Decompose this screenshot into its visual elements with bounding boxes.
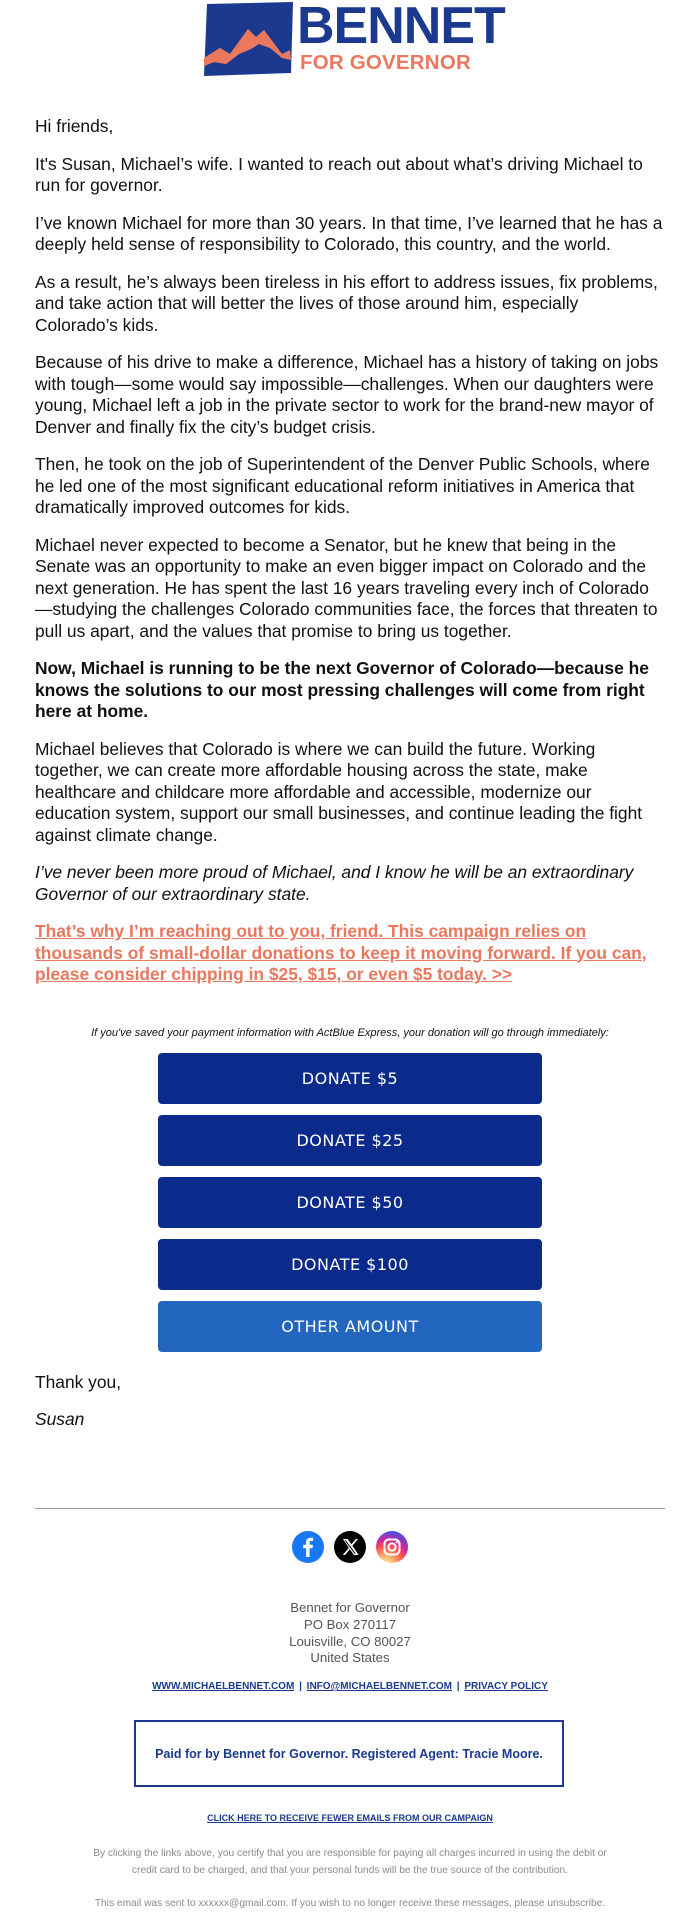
donate-100-button[interactable]: DONATE $100 [158,1239,542,1290]
website-link[interactable]: WWW.MICHAELBENNET.COM [152,1681,295,1692]
footer-links [0,1681,700,1692]
email-link[interactable]: INFO@MICHAELBENNET.COM [306,1681,452,1692]
fewer-emails-link[interactable]: CLICK HERE TO RECEIVE FEWER EMAILS FROM OUR CAMPAIGN [207,1813,493,1823]
address-line: Bennet for Governor [290,1600,410,1615]
link-separator: | [456,1681,460,1692]
bennet-logo [204,0,505,78]
mountain-logo-icon [204,2,294,76]
signature: Susan [35,1409,85,1429]
mailing-address [0,1600,700,1667]
closing: Thank you, [35,1372,122,1392]
other-amount-button[interactable]: OTHER AMOUNT [158,1301,542,1352]
donate-50-button[interactable]: DONATE $50 [158,1177,542,1228]
paid-for-disclaimer [134,1720,564,1787]
facebook-icon[interactable] [292,1531,324,1563]
vision-paragraph: Michael believes that Colorado is where we can build the future. Working together, we can create more affordable housing across the state, make healthcare and childcare more affordable and accessible, modernize our education system, support our small businesses, and continue leading the fight against climate change. [35,738,643,845]
instagram-icon[interactable] [376,1531,408,1563]
letter-body [35,116,665,1002]
italic-paragraph: I’ve never been more proud of Michael, and I know he will be an extraordinary Governor of our extraordinary state. [35,862,634,904]
legal-disclaimer: By clicking the links above, you certify that you are responsible for paying all charges incurred in using the debit or credit card to be charged, and that your personal funds will be the true source of the contribution. [93,1848,607,1876]
address-line: United States [310,1650,390,1666]
greeting: Hi friends, [35,116,114,136]
bold-paragraph: Now, Michael is running to be the next Governor of Colorado—because he knows the solutions to our most pressing challenges will come from right here at home. [35,658,649,721]
privacy-policy-link[interactable]: PRIVACY POLICY [464,1681,548,1692]
unsubscribe-notice[interactable]: This email was sent to xxxxxx@gmail.com. If you wish to no longer receive these messages, please unsubscribe. [94,1898,606,1909]
paid-for-text: Paid for by Bennet for Governor. Registered Agent: Tracie Moore. [155,1746,543,1761]
link-separator: | [299,1681,302,1692]
footer-divider [35,1508,665,1509]
donate-5-button[interactable]: DONATE $5 [158,1053,542,1104]
paragraph: It's Susan, Michael’s wife. I wanted to reach out about what’s driving Michael to run for governor. [35,153,643,195]
actblue-note: If you've saved your payment information with ActBlue Express, your donation will go through immediately: [91,1027,609,1039]
paragraph: Because of his drive to make a difference, Michael has a history of taking on jobs with tough—some would say impossible—challenges. When our daughters were young, Michael left a job in the private sector to work for the brand-new mayor of Denver and finally fix the city’s budget crisis. [35,352,659,437]
paragraph: Then, he took on the job of Superintendent of the Denver Public Schools, where he led one of the most significant educational reform initiatives in America that dramatically improved outcomes for kids. [35,454,650,517]
paragraph: As a result, he’s always been tireless in his effort to address issues, fix problems, and take action that will better the lives of those around him, especially Colorado’s kids. [35,271,658,335]
paragraph: Michael never expected to become a Senator, but he knew that being in the Senate was an opportunity to make an even bigger impact on Colorado and the next generation. He has spent the last 16 years traveling every inch of Colorado—studying the challenges Colorado communities face, the forces that threaten to pull us apart, and the values that promise to bring us together. [35,534,658,641]
logo-title: BENNET [297,0,505,55]
paragraph: I’ve known Michael for more than 30 years. In that time, I’ve learned that he has a deeply held sense of responsibility to Colorado, this country, and the world. [35,212,663,254]
logo-subtitle: FOR GOVERNOR [300,51,471,74]
x-icon[interactable] [334,1531,366,1563]
address-line: PO Box 270117 [303,1616,397,1632]
donate-25-button[interactable]: DONATE $25 [158,1115,542,1166]
address-line: Louisville, CO 80027 [289,1633,411,1649]
donation-appeal-link[interactable]: That’s why I’m reaching out to you, friend. This campaign relies on thousands of small-dollar donations to keep it moving forward. If you can, please consider chipping in $25, $15, or even $5 today. >> [35,921,647,984]
